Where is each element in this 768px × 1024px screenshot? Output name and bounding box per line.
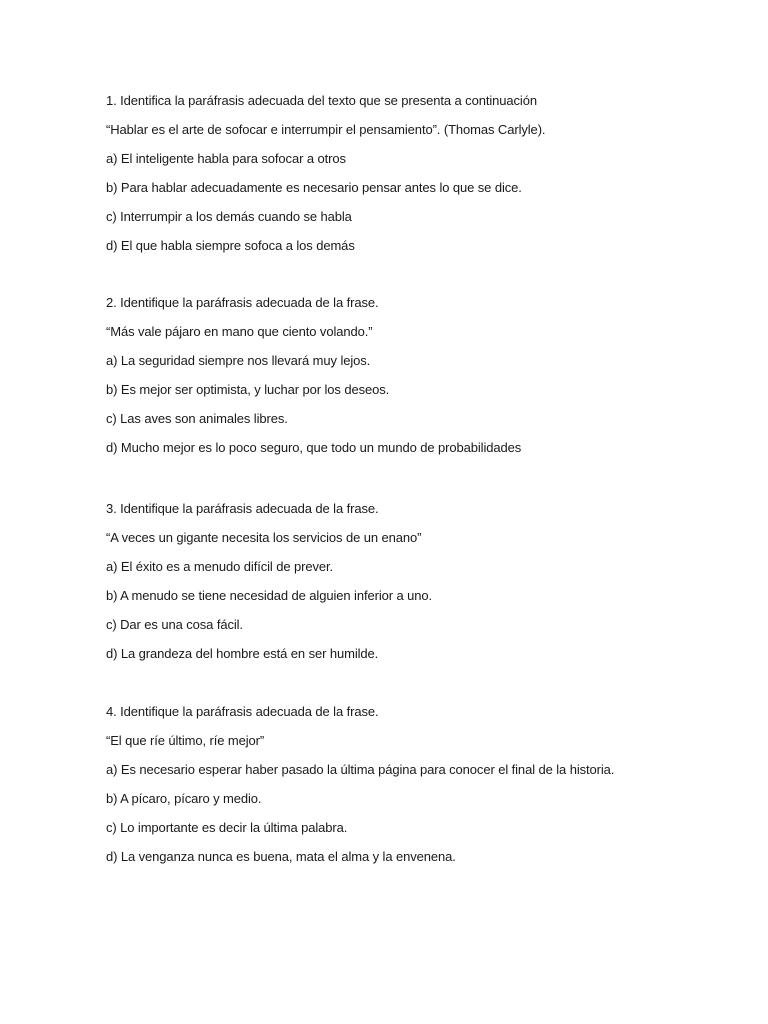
question-prompt: 3. Identifique la paráfrasis adecuada de la frase.	[106, 501, 379, 516]
question-2	[106, 288, 726, 462]
option-c: c) Dar es una cosa fácil.	[106, 617, 243, 632]
option-d: d) La venganza nunca es buena, mata el alma y la envenena.	[106, 849, 456, 864]
question-3	[106, 494, 726, 668]
option-d: d) La grandeza del hombre está en ser humilde.	[106, 646, 379, 661]
question-4	[106, 697, 726, 871]
option-c: c) Las aves son animales libres.	[106, 411, 288, 426]
question-1	[106, 86, 726, 260]
question-prompt: 2. Identifique la paráfrasis adecuada de la frase.	[106, 295, 379, 310]
question-quote: “Más vale pájaro en mano que ciento volando.”	[106, 324, 373, 339]
option-c: c) Lo importante es decir la última palabra.	[106, 820, 348, 835]
option-d: d) El que habla siempre sofoca a los demás	[106, 238, 355, 253]
question-prompt: 4. Identifique la paráfrasis adecuada de la frase.	[106, 704, 379, 719]
option-a: a) La seguridad siempre nos llevará muy lejos.	[106, 353, 371, 368]
option-a: a) Es necesario esperar haber pasado la última página para conocer el final de la historia.	[106, 762, 615, 777]
option-d: d) Mucho mejor es lo poco seguro, que todo un mundo de probabilidades	[106, 440, 522, 455]
option-b: b) A menudo se tiene necesidad de alguien inferior a uno.	[106, 588, 433, 603]
question-quote: “A veces un gigante necesita los servicios de un enano”	[106, 530, 422, 545]
option-b: b) Para hablar adecuadamente es necesario pensar antes lo que se dice.	[106, 180, 522, 195]
option-b: b) Es mejor ser optimista, y luchar por los deseos.	[106, 382, 390, 397]
question-quote: “Hablar es el arte de sofocar e interrumpir el pensamiento”. (Thomas Carlyle).	[106, 122, 546, 137]
option-a: a) El inteligente habla para sofocar a otros	[106, 151, 346, 166]
option-c: c) Interrumpir a los demás cuando se habla	[106, 209, 352, 224]
question-quote: “El que ríe último, ríe mejor”	[106, 733, 265, 748]
option-b: b) A pícaro, pícaro y medio.	[106, 791, 262, 806]
option-a: a) El éxito es a menudo difícil de prever.	[106, 559, 334, 574]
question-prompt: 1. Identifica la paráfrasis adecuada del texto que se presenta a continuación	[106, 93, 537, 108]
